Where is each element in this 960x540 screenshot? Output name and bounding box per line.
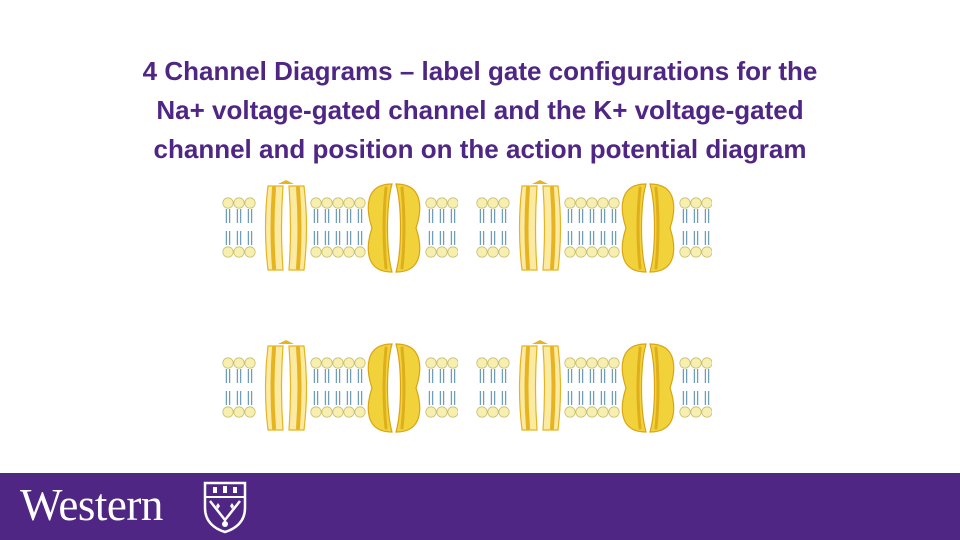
lipid-bilayer [477,358,712,417]
phospholipid [488,358,498,417]
phospholipid [344,198,354,257]
phospholipid [576,358,586,417]
phospholipid [488,198,498,257]
phospholipid [426,358,436,417]
phospholipid [355,358,365,417]
western-crest-icon [202,480,248,534]
phospholipid [680,358,690,417]
page-title [40,52,920,169]
potassium-channel [368,184,419,272]
title-line-3: channel and position on the action potential diagram [153,134,807,164]
phospholipid [344,358,354,417]
channel-diagram-1 [222,180,458,276]
sodium-channel [266,340,307,430]
phospholipid [234,198,244,257]
phospholipid [322,198,332,257]
phospholipid [691,358,701,417]
phospholipid [702,358,712,417]
sodium-channel [266,180,307,270]
phospholipid [333,358,343,417]
phospholipid [598,358,608,417]
title-line-2: Na+ voltage-gated channel and the K+ voltage-gated [156,95,804,125]
channel-diagram-2 [476,180,712,276]
phospholipid [587,198,597,257]
phospholipid [702,198,712,257]
phospholipid [234,358,244,417]
channel-diagram-svg [222,180,458,276]
lipid-bilayer [223,358,458,417]
phospholipid [609,198,619,257]
sodium-channel [520,340,561,430]
phospholipid [477,198,487,257]
phospholipid [576,198,586,257]
phospholipid [609,358,619,417]
phospholipid [223,358,233,417]
potassium-channel [622,344,673,432]
channel-diagram-svg [222,340,458,436]
channel-diagram-4 [476,340,712,436]
phospholipid [598,198,608,257]
phospholipid [223,198,233,257]
phospholipid [245,358,255,417]
channel-diagram-svg [476,340,712,436]
phospholipid [322,358,332,417]
phospholipid [448,358,458,417]
phospholipid [333,198,343,257]
phospholipid [587,358,597,417]
potassium-channel [622,184,673,272]
phospholipid [426,198,436,257]
phospholipid [311,198,321,257]
phospholipid [565,198,575,257]
phospholipid [245,198,255,257]
phospholipid [499,198,509,257]
phospholipid [311,358,321,417]
phospholipid [499,358,509,417]
sodium-channel [520,180,561,270]
phospholipid [477,358,487,417]
phospholipid [565,358,575,417]
lipid-bilayer [477,198,712,257]
phospholipid [691,198,701,257]
phospholipid [437,198,447,257]
channel-diagram-svg [476,180,712,276]
title-line-1: 4 Channel Diagrams – label gate configurations for the [142,56,818,86]
phospholipid [680,198,690,257]
western-wordmark: Western [20,480,163,530]
potassium-channel [368,344,419,432]
phospholipid [355,198,365,257]
lipid-bilayer [223,198,458,257]
phospholipid [448,198,458,257]
phospholipid [437,358,447,417]
channel-diagram-3 [222,340,458,436]
